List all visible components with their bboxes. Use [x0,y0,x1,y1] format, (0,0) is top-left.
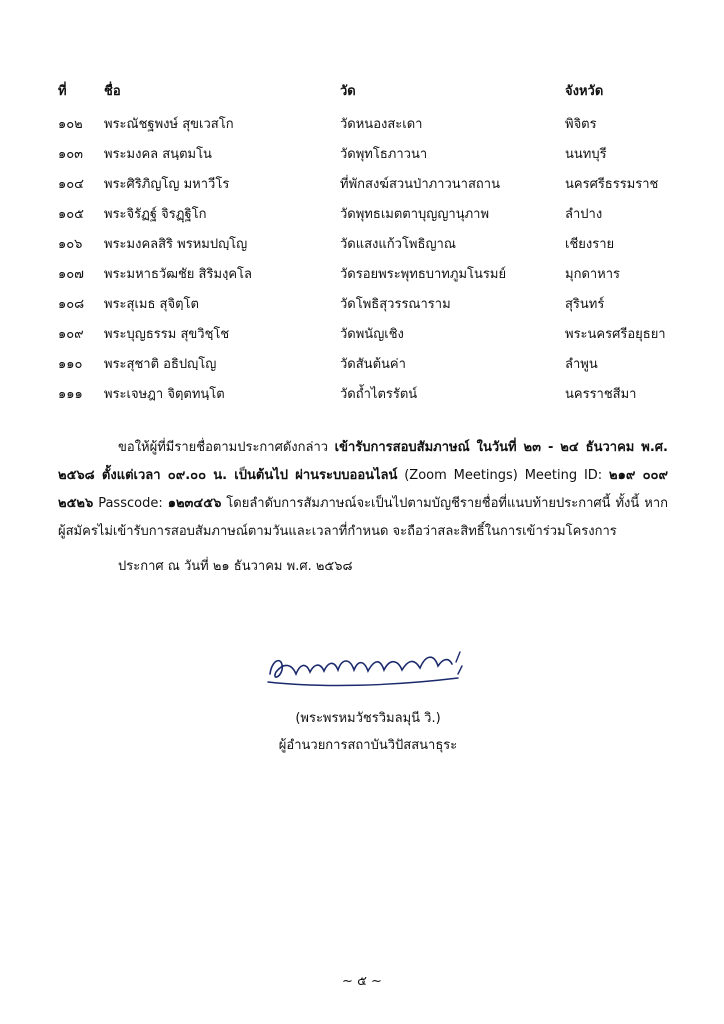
cell-wat: วัดพุทธเมตตาบุญญานุภาพ [340,206,490,222]
table-row [58,168,685,198]
cell-wat: ที่พักสงฆ์สวนป่าภาวนาสถาน [340,176,500,192]
cell-name: พระมหาธวัฒชัย สิริมงฺคโล [104,266,253,282]
signature-image [262,644,472,694]
cell-province: ลำพูน [565,356,598,372]
cell-wat: วัดโพธิสุวรรณาราม [340,296,451,312]
header-name: ชื่อ [104,83,121,99]
cell-no: ๑๑๑ [58,386,83,402]
notice-text-2: (Zoom Meetings) Meeting ID: [397,468,610,483]
cell-no: ๑๑๐ [58,356,83,372]
cell-province: นครราชสีมา [565,386,637,402]
signer-title: ผู้อำนวยการสถาบันวิปัสสนาธุระ [278,738,458,753]
cell-wat: วัดถ้ำไตรรัตน์ [340,386,418,402]
cell-no: ๑๐๕ [58,206,85,222]
candidate-table [58,78,685,408]
cell-province: ลำปาง [565,206,603,222]
cell-name: พระมงคล สนฺตมโน [104,146,212,162]
cell-wat: วัดหนองสะเดา [340,116,423,132]
table-row [58,198,685,228]
cell-province: เชียงราย [565,236,615,252]
header-province: จังหวัด [565,83,604,99]
cell-no: ๑๐๓ [58,146,84,162]
cell-province: นนทบุรี [565,146,607,162]
cell-no: ๑๐๗ [58,266,84,282]
table-row [58,348,685,378]
notice-text-4: โดยลำดับการสัมภาษณ์จะเป็นไปตามบัญชีรายชื่อที่แนบท้ายประกาศนี้ ทั้งนี้ หากผู้สมัครไม่เข้ารับการสอบสัมภาษณ์ตามวันและเวลาที่กำหนด จะถือว่าสละสิทธิ์ในการเข้าร่วมโครงการ [58,496,669,539]
table-row [58,258,685,288]
notice-text-3: Passcode: [93,496,168,511]
cell-wat: วัดพุทโธภาวนา [340,146,428,162]
cell-name: พระศิริภิญโญ มหาวีโร [104,176,230,192]
cell-name: พระจิรัฏฐ์ จิรฏฺฐิโก [104,206,207,222]
table-header-row [58,78,685,108]
table-row [58,138,685,168]
cell-province: พระนครศรีอยุธยา [565,326,666,342]
announcement-date: ประกาศ ณ วันที่ ๒๑ ธันวาคม พ.ศ. ๒๕๖๘ [118,559,353,574]
cell-name: พระบุญธรรม สุขวิชฺโช [104,326,230,342]
cell-province: พิจิตร [565,116,597,132]
cell-province: สุรินทร์ [565,296,605,312]
header-no: ที่ [58,83,67,99]
table-row [58,108,685,138]
cell-name: พระเจษฎา จิตฺตทนฺโต [104,386,225,402]
table-row [58,288,685,318]
notice-meeting-id: ๒๑๙ ๐๐๙ ๒๕๒๖ [58,468,668,511]
cell-no: ๑๐๘ [58,296,85,312]
cell-name: พระสุเมธ สุจิตฺโต [104,296,199,312]
interview-notice [58,434,668,546]
notice-bold-date: เข้ารับการสอบสัมภาษณ์ ในวันที่ ๒๓ - ๒๔ ธันวาคม พ.ศ. ๒๕๖๘ ตั้งแต่เวลา ๐๙.๐๐ น. เป็นต้นไป ผ่านระบบออนไลน์ [58,440,668,483]
cell-no: ๑๐๒ [58,116,83,132]
notice-text-1: ขอให้ผู้ที่มีรายชื่อตามประกาศดังกล่าว [118,440,335,455]
header-wat: วัด [340,83,356,99]
table-row [58,228,685,258]
cell-wat: วัดสันต้นค่า [340,356,406,372]
cell-no: ๑๐๔ [58,176,85,192]
notice-paragraph [58,434,668,546]
notice-passcode: ๑๒๓๔๕๖ [167,496,222,511]
cell-wat: วัดรอยพระพุทธบาทภูมโนรมย์ [340,266,507,282]
cell-province: นครศรีธรรมราช [565,176,659,192]
cell-wat: วัดพนัญเชิง [340,326,404,342]
cell-wat: วัดแสงแก้วโพธิญาณ [340,236,456,252]
cell-no: ๑๐๖ [58,236,83,252]
cell-province: มุกดาหาร [565,266,621,282]
table-row [58,378,685,408]
cell-no: ๑๐๙ [58,326,84,342]
signer-name: (พระพรหมวัชรวิมลมุนี วิ.) [295,711,441,726]
cell-name: พระมงคลสิริ พรหมปญฺโญ [104,236,248,252]
table-row [58,318,685,348]
page-number: ~ ๕ ~ [342,974,382,989]
cell-name: พระสุชาติ อธิปญฺโญ [104,356,217,372]
cell-name: พระณัชฐพงษ์ สุขเวสโก [104,116,234,132]
